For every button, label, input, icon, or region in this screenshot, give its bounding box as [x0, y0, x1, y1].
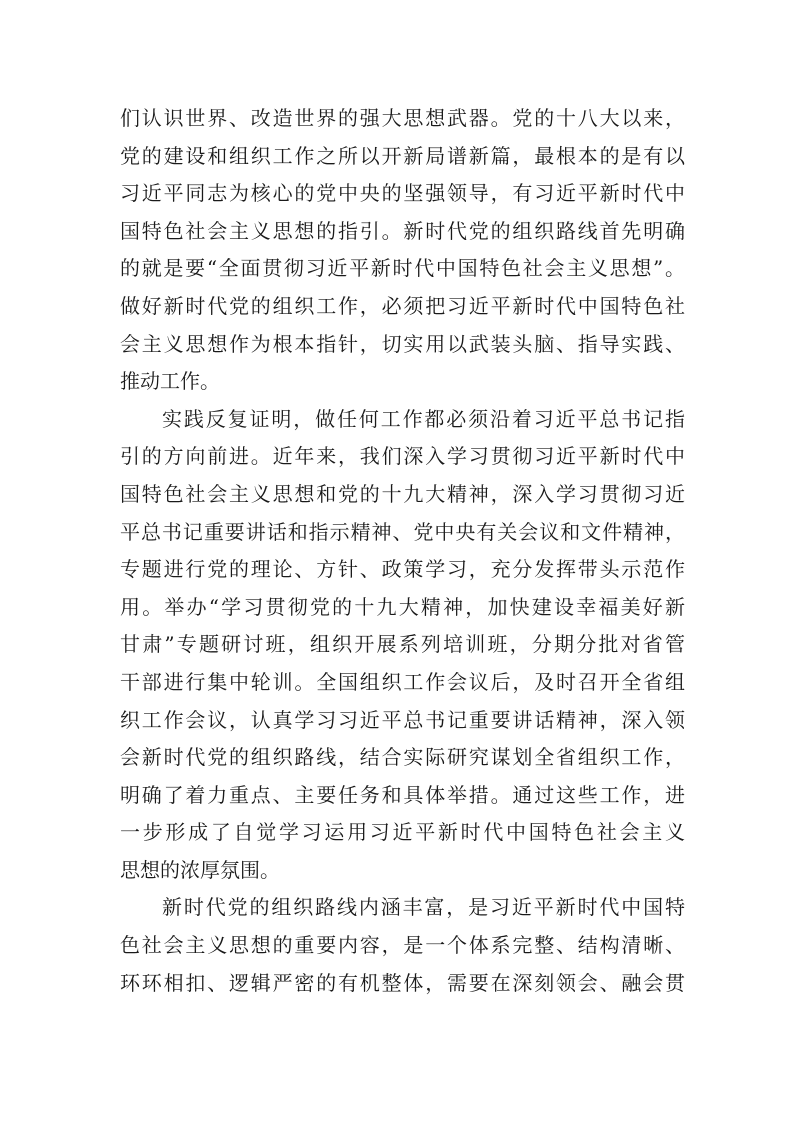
text-line: 国特色社会主义思想和党的十九大精神，深入学习贯彻习近	[120, 481, 685, 506]
text-line: 平总书记重要讲话和指示精神、党中央有关会议和文件精神，	[120, 519, 685, 544]
paragraph-1	[120, 100, 685, 401]
text-line: 习近平同志为核心的党中央的坚强领导，有习近平新时代中	[120, 181, 685, 206]
paragraph-2	[120, 401, 685, 890]
text-line: 一步形成了自觉学习运用习近平新时代中国特色社会主义	[120, 820, 685, 845]
document-body	[120, 100, 685, 1002]
paragraph-3	[120, 889, 685, 1002]
text-line: 实践反复证明，做任何工作都必须沿着习近平总书记指	[162, 406, 685, 431]
text-line: 明确了着力重点、主要任务和具体举措。通过这些工作，进	[120, 782, 685, 807]
text-line: 们认识世界、改造世界的强大思想武器。党的十八大以来，	[120, 106, 685, 130]
text-line: 引的方向前进。近年来，我们深入学习贯彻习近平新时代中	[120, 444, 685, 469]
text-line: 用。举办“学习贯彻党的十九大精神，加快建设幸福美好新	[120, 594, 685, 619]
text-line: 干部进行集中轮训。全国组织工作会议后，及时召开全省组	[120, 669, 685, 694]
text-line: 做好新时代党的组织工作，必须把习近平新时代中国特色社	[120, 293, 685, 318]
text-line: 会新时代党的组织路线，结合实际研究谋划全省组织工作，	[120, 745, 685, 770]
text-line: 党的建设和组织工作之所以开新局谱新篇，最根本的是有以	[120, 143, 685, 168]
text-line: 的就是要“全面贯彻习近平新时代中国特色社会主义思想”。	[120, 256, 685, 281]
text-line: 思想的浓厚氛围。	[120, 857, 280, 882]
text-line: 织工作会议，认真学习习近平总书记重要讲话精神，深入领	[120, 707, 685, 732]
text-line: 甘肃”专题研讨班，组织开展系列培训班，分期分批对省管	[120, 632, 685, 657]
text-line: 国特色社会主义思想的指引。新时代党的组织路线首先明确	[120, 218, 685, 243]
text-line: 推动工作。	[120, 369, 220, 394]
text-line: 环环相扣、逻辑严密的有机整体，需要在深刻领会、融会贯	[120, 970, 685, 995]
text-line: 专题进行党的理论、方针、政策学习，充分发挥带头示范作	[120, 557, 685, 582]
text-line: 会主义思想作为根本指针，切实用以武装头脑、指导实践、	[120, 331, 685, 356]
text-line: 色社会主义思想的重要内容，是一个体系完整、结构清晰、	[120, 933, 685, 958]
text-line: 新时代党的组织路线内涵丰富，是习近平新时代中国特	[162, 895, 685, 920]
